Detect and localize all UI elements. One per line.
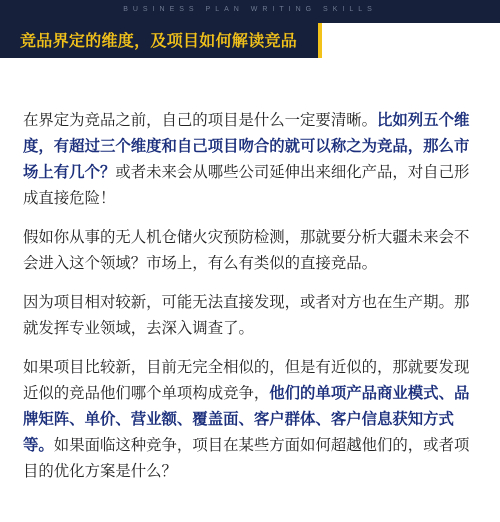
paragraph-3 — [23, 289, 483, 341]
paragraph-1-highlight: 比如列五个维度，有超过三个维度和自己项目吻合的就可以称之为竞品，那么市场上有几个？ — [23, 111, 470, 181]
paragraph-4 — [23, 354, 483, 484]
paragraph-4-text: 如果项目比较新，目前无完全相似的，但是有近似的，那就要发现近似的竞品他们哪个单项构成竞争， — [23, 358, 470, 402]
title-accent-bar — [318, 23, 322, 58]
paragraph-1-text: 在界定为竞品之前，自己的项目是什么一定要清晰。 — [23, 111, 377, 129]
paragraph-1-text-end: 或者未来会从哪些公司延伸出来细化产品，对自己形成直接危险！ — [23, 163, 470, 207]
article-body — [23, 107, 483, 497]
paragraph-3-text: 因为项目相对较新，可能无法直接发现，或者对方也在生产期。那就发挥专业领域，去深入调查了。 — [23, 293, 470, 337]
paragraph-2 — [23, 224, 483, 276]
paragraph-4-text-end: 如果面临这种竞争，项目在某些方面如何超越他们的，或者项目的优化方案是什么？ — [23, 436, 470, 480]
paragraph-2-text: 假如你从事的无人机仓储火灾预防检测，那就要分析大疆未来会不会进入这个领域？市场上，有么有类似的直接竞品。 — [23, 228, 470, 272]
section-title: 竞品界定的维度，及项目如何解读竞品 — [0, 23, 318, 58]
paragraph-4-highlight: 他们的单项产品商业模式、品牌矩阵、单价、营业额、覆盖面、客户群体、客户信息获知方式等。 — [23, 384, 470, 454]
header-tagline: BUSINESS PLAN WRITING SKILLS — [123, 6, 377, 13]
paragraph-1 — [23, 107, 483, 211]
